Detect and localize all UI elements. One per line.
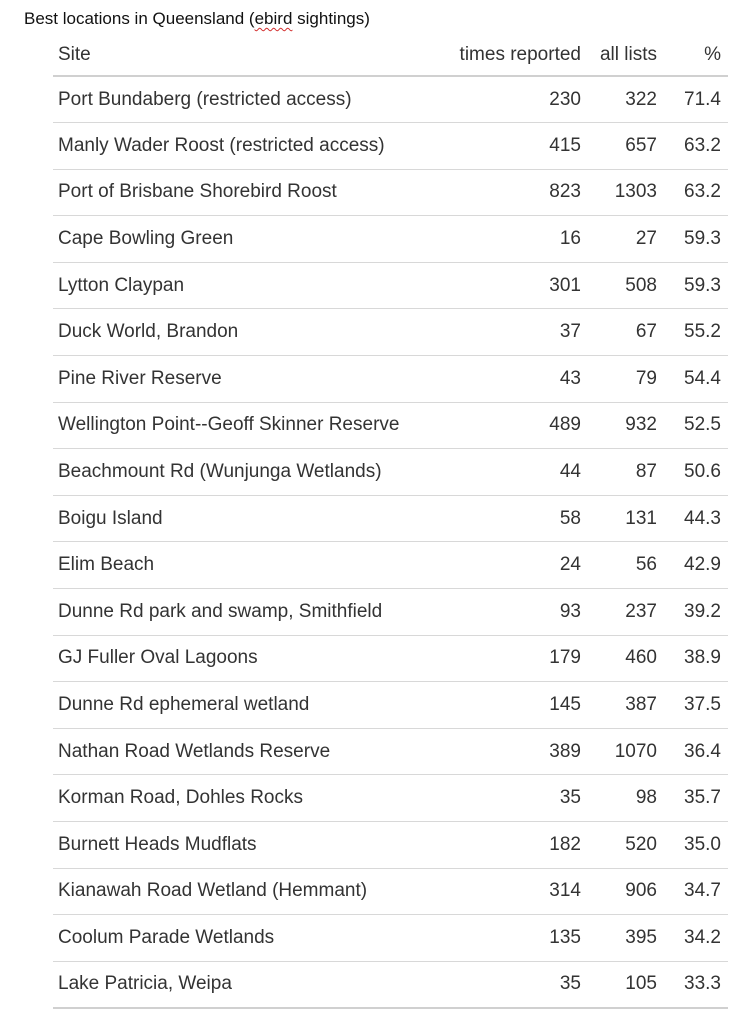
table-row [53,961,728,1008]
cell-percent: 63.2 [657,123,728,170]
cell-site: Dunne Rd park and swamp, Smithfield [53,589,445,636]
cell-times-reported: 37 [445,309,581,356]
cell-all-lists: 520 [581,822,657,869]
cell-percent: 33.3 [657,961,728,1008]
table-row [53,822,728,869]
cell-times-reported: 16 [445,216,581,263]
cell-percent: 35.7 [657,775,728,822]
table-body [53,76,728,1008]
cell-all-lists: 67 [581,309,657,356]
cell-site: Manly Wader Roost (restricted access) [53,123,445,170]
cell-site: Pine River Reserve [53,356,445,403]
column-header-site: Site [53,35,445,76]
cell-site: Port Bundaberg (restricted access) [53,76,445,123]
cell-all-lists: 322 [581,76,657,123]
cell-percent: 34.2 [657,915,728,962]
cell-percent: 36.4 [657,728,728,775]
cell-times-reported: 58 [445,495,581,542]
table-row [53,262,728,309]
cell-all-lists: 906 [581,868,657,915]
cell-all-lists: 460 [581,635,657,682]
cell-all-lists: 27 [581,216,657,263]
cell-site: Duck World, Brandon [53,309,445,356]
table-row [53,868,728,915]
cell-site: Korman Road, Dohles Rocks [53,775,445,822]
cell-all-lists: 98 [581,775,657,822]
cell-times-reported: 415 [445,123,581,170]
cell-percent: 38.9 [657,635,728,682]
cell-percent: 44.3 [657,495,728,542]
cell-all-lists: 1070 [581,728,657,775]
table-row [53,76,728,123]
cell-times-reported: 24 [445,542,581,589]
cell-percent: 54.4 [657,356,728,403]
cell-percent: 59.3 [657,216,728,263]
cell-site: Elim Beach [53,542,445,589]
cell-percent: 59.3 [657,262,728,309]
table-row [53,356,728,403]
cell-all-lists: 87 [581,449,657,496]
table-row [53,402,728,449]
column-header-all-lists: all lists [581,35,657,76]
cell-times-reported: 35 [445,775,581,822]
cell-all-lists: 131 [581,495,657,542]
cell-site: Cape Bowling Green [53,216,445,263]
cell-all-lists: 395 [581,915,657,962]
table-header [53,35,728,76]
cell-times-reported: 35 [445,961,581,1008]
page-title [24,9,370,29]
cell-times-reported: 43 [445,356,581,403]
cell-times-reported: 145 [445,682,581,729]
table-row [53,449,728,496]
cell-percent: 63.2 [657,169,728,216]
cell-percent: 37.5 [657,682,728,729]
table-row [53,123,728,170]
cell-times-reported: 389 [445,728,581,775]
title-prefix: Best locations in Queensland ( [24,9,255,28]
cell-all-lists: 932 [581,402,657,449]
cell-site: GJ Fuller Oval Lagoons [53,635,445,682]
cell-all-lists: 105 [581,961,657,1008]
cell-site: Coolum Parade Wetlands [53,915,445,962]
cell-all-lists: 79 [581,356,657,403]
cell-percent: 50.6 [657,449,728,496]
cell-all-lists: 508 [581,262,657,309]
cell-site: Dunne Rd ephemeral wetland [53,682,445,729]
cell-percent: 52.5 [657,402,728,449]
cell-percent: 42.9 [657,542,728,589]
table-row [53,915,728,962]
cell-times-reported: 230 [445,76,581,123]
column-header-times-reported: times reported [445,35,581,76]
table-row [53,169,728,216]
table-row [53,309,728,356]
table-row [53,728,728,775]
cell-all-lists: 1303 [581,169,657,216]
cell-site: Port of Brisbane Shorebird Roost [53,169,445,216]
cell-site: Wellington Point--Geoff Skinner Reserve [53,402,445,449]
cell-times-reported: 135 [445,915,581,962]
cell-site: Boigu Island [53,495,445,542]
cell-all-lists: 387 [581,682,657,729]
cell-all-lists: 56 [581,542,657,589]
cell-times-reported: 823 [445,169,581,216]
header-row [53,35,728,76]
cell-times-reported: 182 [445,822,581,869]
cell-percent: 55.2 [657,309,728,356]
cell-percent: 39.2 [657,589,728,636]
cell-percent: 35.0 [657,822,728,869]
cell-site: Lake Patricia, Weipa [53,961,445,1008]
table-row [53,775,728,822]
cell-site: Lytton Claypan [53,262,445,309]
cell-times-reported: 179 [445,635,581,682]
locations-table [53,35,728,1009]
cell-times-reported: 44 [445,449,581,496]
cell-percent: 71.4 [657,76,728,123]
table-row [53,542,728,589]
cell-site: Burnett Heads Mudflats [53,822,445,869]
table-row [53,682,728,729]
cell-times-reported: 93 [445,589,581,636]
title-misspelled-word: ebird [254,9,293,28]
cell-site: Beachmount Rd (Wunjunga Wetlands) [53,449,445,496]
table-row [53,495,728,542]
cell-site: Nathan Road Wetlands Reserve [53,728,445,775]
cell-all-lists: 657 [581,123,657,170]
cell-times-reported: 314 [445,868,581,915]
table-row [53,216,728,263]
column-header-percent: % [657,35,728,76]
cell-all-lists: 237 [581,589,657,636]
cell-times-reported: 301 [445,262,581,309]
title-suffix: sightings) [292,9,370,28]
table-row [53,635,728,682]
cell-percent: 34.7 [657,868,728,915]
cell-site: Kianawah Road Wetland (Hemmant) [53,868,445,915]
table-row [53,589,728,636]
cell-times-reported: 489 [445,402,581,449]
